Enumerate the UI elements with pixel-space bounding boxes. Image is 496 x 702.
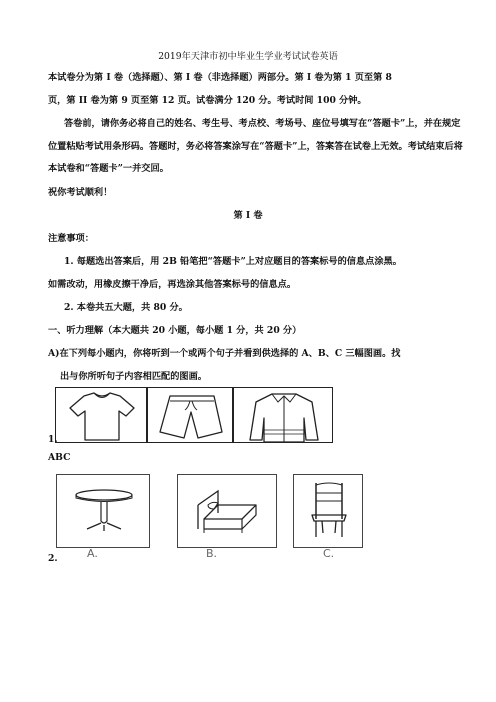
option-image-a bbox=[56, 474, 150, 560]
option-image-a bbox=[55, 387, 147, 443]
notice-title: 注意事项： bbox=[48, 233, 94, 244]
notice-item-1: 1. 每题选出答案后，用 2B 铅笔把“答题卡”上对应题目的答案标号的信息点涂黑。 bbox=[64, 256, 402, 267]
section-a-instruction-2: 出与你所听句子内容相匹配的图画。 bbox=[60, 371, 207, 382]
question-1-number: 1. bbox=[48, 434, 58, 445]
option-b-label: B. bbox=[206, 547, 218, 560]
question-1-images bbox=[55, 387, 333, 443]
intro-line-1: 本试卷分为第 I 卷（选择题）、第 I 卷（非选择题）两部分。第 I 卷为第 1 页至第 8 bbox=[48, 72, 392, 83]
instruction-line-3: 本试卷和“答题卡”一并交回。 bbox=[48, 163, 169, 174]
notice-item-1-continued: 如需改动，用橡皮擦干净后，再选涂其他答案标号的信息点。 bbox=[48, 279, 297, 290]
option-image-c bbox=[293, 474, 363, 560]
notice-item-2: 2. 本卷共五大题，共 80 分。 bbox=[64, 302, 188, 313]
section-a-instruction-1: A)在下列每小题内，你将听到一个或两个句子并看到供选择的 A、B、C 三幅图画。找 bbox=[48, 348, 401, 359]
question-2-number: 2. bbox=[48, 553, 58, 564]
option-c-label: C. bbox=[323, 547, 335, 560]
intro-line-2: 页，第 II 卷为第 9 页至第 12 页。试卷满分 120 分。考试时间 100 分钟。 bbox=[48, 95, 367, 106]
chair-icon bbox=[294, 475, 364, 549]
instruction-line-2: 位置粘贴考试用条形码。答题时，务必将答案涂写在“答题卡”上，答案答在试卷上无效。考试结束后将 bbox=[48, 141, 463, 152]
option-a-label: A. bbox=[87, 547, 98, 560]
exam-title: 2019年天津市初中毕业生学业考试试卷英语 bbox=[158, 51, 338, 62]
shorts-icon bbox=[148, 388, 234, 444]
part-one-title: 第 I 卷 bbox=[233, 210, 263, 221]
jacket-icon bbox=[234, 388, 334, 444]
option-image-b bbox=[177, 474, 277, 560]
instruction-line-1: 答卷前，请你务必将自己的姓名、考生号、考点校、考场号、座位号填写在“答题卡”上，并在规定 bbox=[64, 118, 461, 129]
good-luck-text: 祝你考试顺利！ bbox=[48, 187, 113, 198]
option-image-b bbox=[147, 387, 233, 443]
bed-icon bbox=[178, 475, 278, 549]
tshirt-icon bbox=[56, 388, 148, 444]
question-1-options: ABC bbox=[48, 452, 71, 463]
question-2-images bbox=[56, 474, 363, 560]
section-listening-title: 一、听力理解（本大题共 20 小题，每小题 1 分，共 20 分） bbox=[48, 325, 302, 336]
round-table-icon bbox=[57, 475, 151, 549]
option-image-c bbox=[233, 387, 333, 443]
